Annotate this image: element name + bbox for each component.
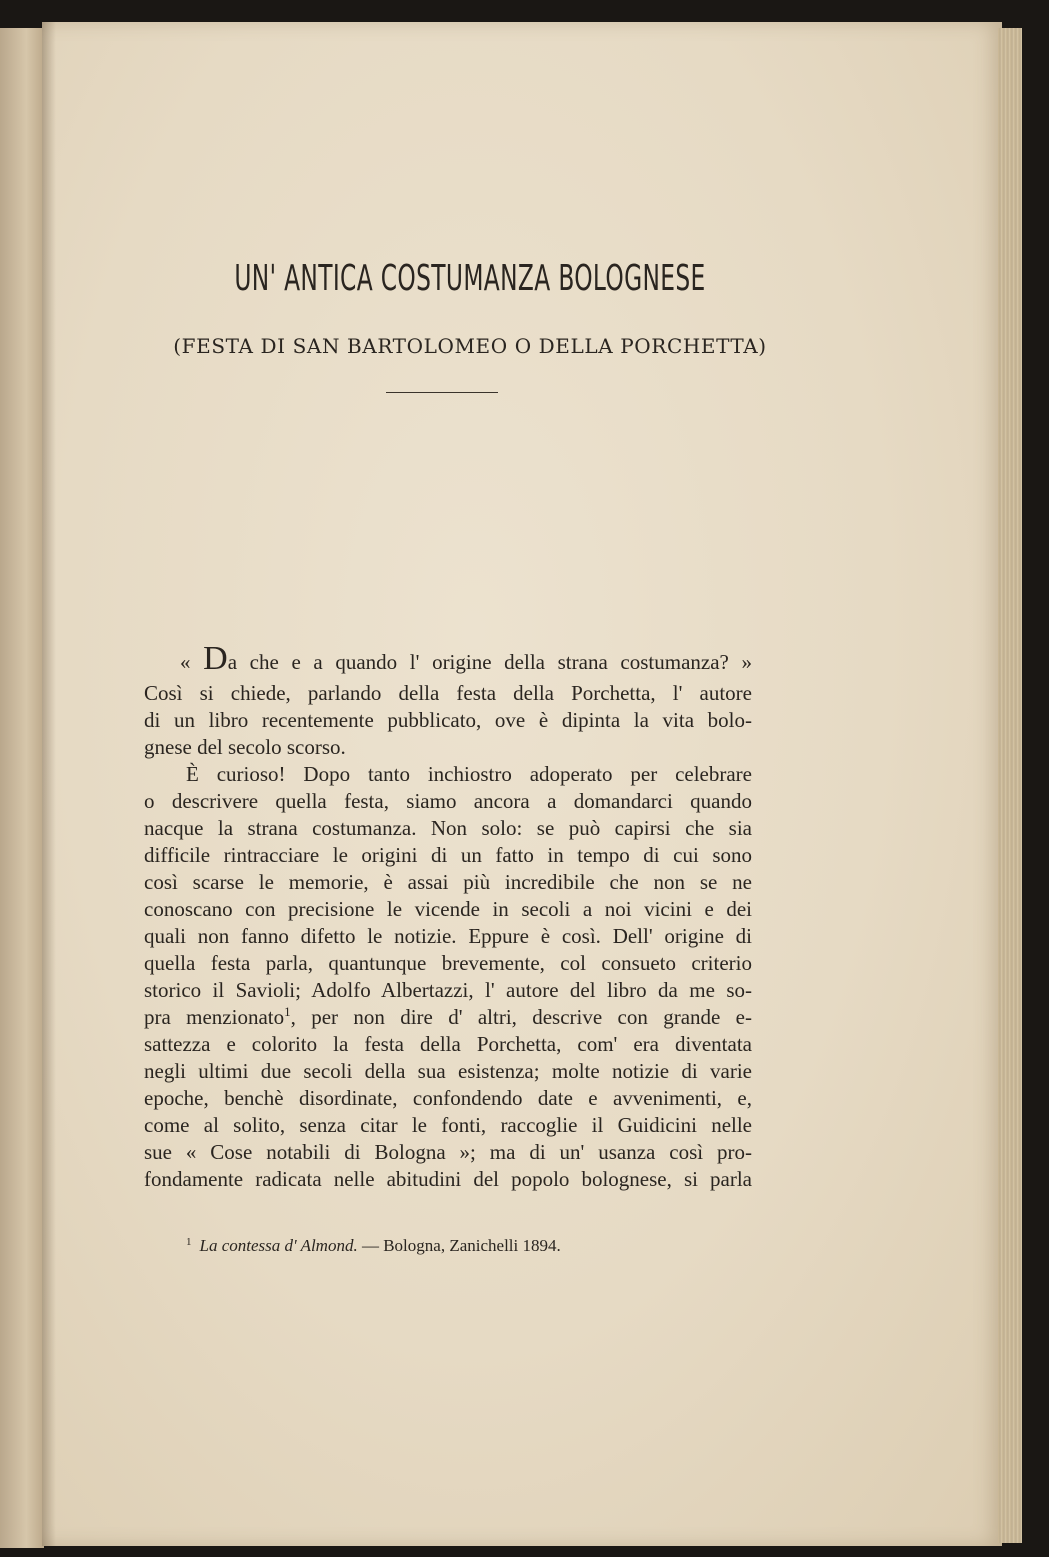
body-line-14: pra menzionato$^1$, per non dire d' altri, descrive con grande e- [144,1004,753,1029]
body-line-6: o descrivere quella festa, siamo ancora a domandarci quando [144,789,752,813]
body-line-20: fondamente radicata nelle abitudini del popolo bolognese, si parla [144,1167,752,1191]
footnote [186,1236,746,1256]
page-fore-edge [998,28,1022,1543]
footnote-book-title: La contessa d' Almond. [199,1236,358,1255]
footnote-reference: 1 [284,1004,291,1019]
body-line-11: quali non fanno difetto le notizie. Eppure è così. Dell' origine di [144,924,752,948]
body-line-10: conoscano con precisione le vicende in secoli a noi vicini e dei [144,897,752,921]
body-line-8: difficile rintracciare le origini di un fatto in tempo di cui sono [144,843,752,867]
body-line-1: « Da che e a quando l' origine della strana costumanza? » [180,640,752,677]
body-line-17: epoche, benchè disordinate, confondendo date e avvenimenti, e, [144,1086,752,1110]
title-divider [386,392,498,393]
body-line-3: di un libro recentemente pubblicato, ove è dipinta la vita bolo- [144,708,752,732]
article-title: UN' ANTICA COSTUMANZA BOLOGNESE [234,258,706,299]
body-line-13: storico il Savioli; Adolfo Albertazzi, l' autore del libro da me so- [144,978,752,1002]
body-line-15: sattezza e colorito la festa della Porchetta, com' era diventata [144,1032,752,1056]
body-line-16: negli ultimi due secoli della sua esistenza; molte notizie di varie [144,1059,752,1083]
body-line-12: quella festa parla, quantunque brevemente, col consueto criterio [144,951,752,975]
binding-gutter-shadow [42,22,56,1546]
body-line-18: come al solito, senza citar le fonti, raccoglie il Guidicini nelle [144,1113,752,1137]
body-line-7: nacque la strana costumanza. Non solo: se può capirsi che sia [144,816,752,840]
body-line-9: così scarse le memorie, è assai più incredibile che non se ne [144,870,752,894]
body-line-19: sue « Cose notabili di Bologna »; ma di un' usanza così pro- [144,1140,752,1164]
drop-cap: D [203,640,228,677]
footnote-text: — Bologna, Zanichelli 1894. [357,1236,561,1255]
body-line-5: È curioso! Dopo tanto inchiostro adoperato per celebrare [186,762,752,786]
footnote-mark: 1 [186,1236,192,1248]
body-line-4: gnese del secolo scorso. [144,735,346,759]
article-subtitle: (FESTA DI SAN BARTOLOMEO O DELLA PORCHETTA) [173,334,767,358]
body-line-2: Così si chiede, parlando della festa della Porchetta, l' autore [144,681,752,705]
facing-page-edge [0,28,44,1548]
